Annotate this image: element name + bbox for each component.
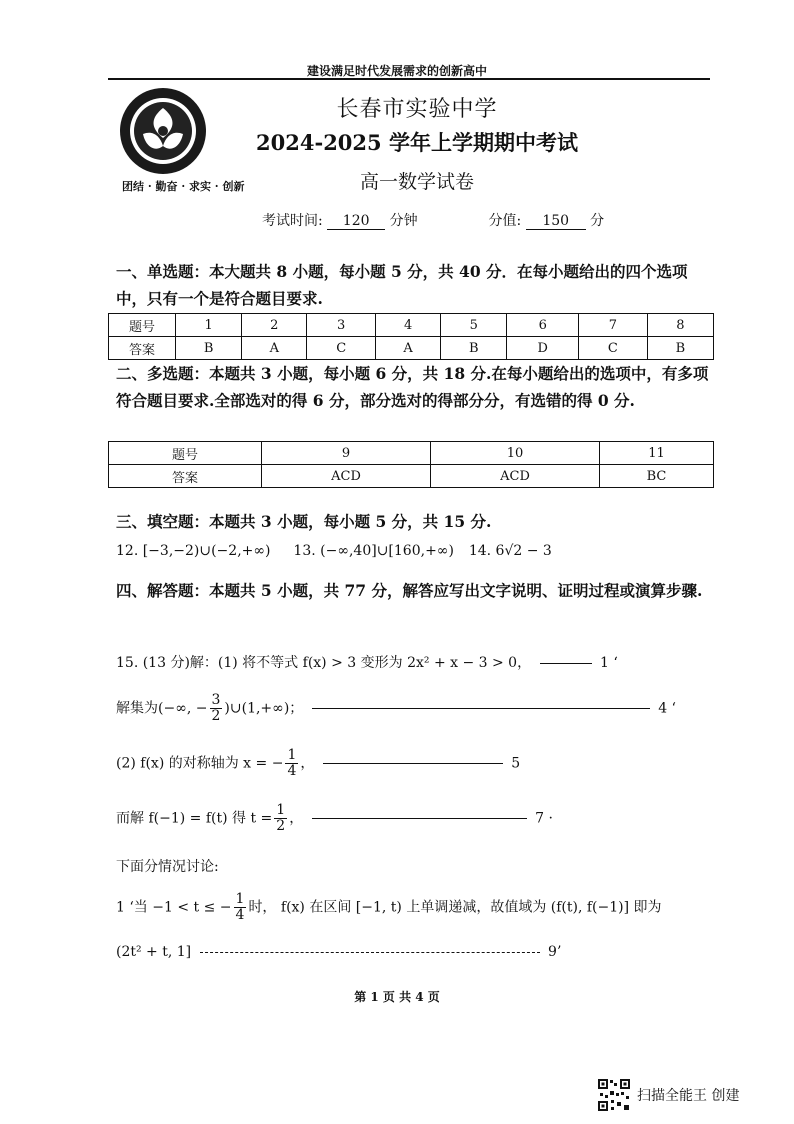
dash-leader [323, 763, 503, 764]
table-cell: D [507, 337, 579, 360]
table-cell: 5 [441, 314, 507, 337]
table-row [109, 465, 714, 488]
solution-text: 而解 f(−1) = f(t) 得 t = [116, 810, 273, 827]
solution-text: 15. (13 分)解：(1) 将不等式 f(x) > 3 变形为 2x² + x − 3 > 0， [116, 655, 532, 671]
solution-line-5: 下面分情况讨论: [116, 859, 219, 875]
answer-12: 12. [−3,−2)∪(−2,+∞) [116, 543, 271, 559]
denominator: 2 [211, 708, 221, 724]
table-cell: 10 [431, 442, 600, 465]
numerator: 3 [211, 692, 221, 708]
table-header-cell: 答案 [109, 337, 176, 360]
section-problems: 四、解答题：本题共 5 小题，共 77 分，解答应写出文字说明、证明过程或演算步骤. [116, 581, 703, 600]
table-cell: B [441, 337, 507, 360]
header-divider [108, 78, 710, 80]
numerator: 1 [276, 802, 286, 818]
table-cell: 6 [507, 314, 579, 337]
table-cell: 2 [242, 314, 307, 337]
solution-line-3 [116, 748, 520, 779]
exam-info [262, 210, 604, 230]
denominator: 4 [235, 907, 245, 923]
time-label: 考试时间: [262, 213, 323, 229]
table-cell: ACD [262, 465, 431, 488]
score-mark: 7 · [535, 810, 553, 827]
numerator: 1 [287, 747, 297, 763]
denominator: 4 [287, 763, 297, 779]
score-mark: 1 ‘ [600, 655, 618, 671]
time-value: 120 [327, 213, 385, 230]
table-header-cell: 答案 [109, 465, 262, 488]
solution-text: 解集为(−∞, − [116, 700, 208, 717]
section-fill-in: 三、填空题：本题共 3 小题，每小题 5 分，共 15 分. [116, 512, 492, 531]
score-value: 150 [526, 213, 586, 230]
solution-line-1 [116, 652, 618, 672]
table-cell: A [376, 337, 441, 360]
single-choice-answer-table [108, 313, 714, 360]
dash-leader [312, 708, 650, 709]
time-unit: 分钟 [389, 213, 418, 229]
table-cell: 7 [579, 314, 648, 337]
table-cell: 1 [176, 314, 242, 337]
solution-text: 1 ‘当 −1 < t ≤ − [116, 899, 232, 916]
solution-text: )∪(1,+∞)； [224, 700, 304, 717]
page-number: 第 1 页 共 4 页 [354, 990, 440, 1004]
school-motto: 团结 · 勤奋 · 求实 · 创新 [122, 180, 245, 193]
school-name: 长春市实验中学 [336, 97, 498, 122]
section-multiple-choice: 二、多选题：本题共 3 小题，每小题 6 分，共 18 分.在每小题给出的选项中，有多项符合题目要求.全部选对的得 6 分，部分选对的得部分分，有选错的得 0 分. [116, 364, 709, 410]
scanner-label: 扫描全能王 创建 [637, 1088, 740, 1104]
fraction [285, 748, 298, 779]
solution-text: 时， f(x) 在区间 [−1, t) 上单调递减，故值域为 (f(t), f(−1)] 即为 [248, 899, 662, 916]
table-cell: BC [600, 465, 714, 488]
table-cell: C [307, 337, 376, 360]
dash-leader [312, 818, 527, 819]
table-cell: ACD [431, 465, 600, 488]
solution-line-6 [116, 892, 662, 923]
dash-leader [200, 952, 540, 953]
table-cell: 4 [376, 314, 441, 337]
scanner-watermark [597, 1078, 739, 1112]
multiple-choice-answer-table [108, 441, 714, 488]
fraction [274, 803, 287, 834]
table-cell: A [242, 337, 307, 360]
solution-text: (2t² + t, 1] [116, 944, 192, 960]
table-cell: 8 [647, 314, 713, 337]
table-header-cell: 题号 [109, 442, 262, 465]
score-mark: 5 [511, 755, 521, 772]
fill-in-answers [116, 543, 552, 559]
solution-text: ， [289, 810, 304, 827]
solution-line-7 [116, 944, 561, 960]
numerator: 1 [235, 891, 245, 907]
table-cell: B [176, 337, 242, 360]
solution-text: (2) f(x) 的对称轴为 x = − [116, 755, 284, 772]
table-cell: 9 [262, 442, 431, 465]
fraction [234, 892, 247, 923]
exam-title: 2024-2025 学年上学期期中考试 [256, 130, 578, 155]
dash-leader [540, 663, 592, 664]
denominator: 2 [276, 818, 286, 834]
table-cell: C [579, 337, 648, 360]
table-cell: B [647, 337, 713, 360]
answer-14: 14. 6√2 − 3 [468, 543, 552, 559]
fraction [210, 693, 223, 724]
table-cell: 3 [307, 314, 376, 337]
section-single-choice: 一、单选题：本大题共 8 小题，每小题 5 分，共 40 分．在每小题给出的四个选项中，只有一个是符合题目要求. [116, 262, 688, 308]
table-row [109, 442, 714, 465]
table-row [109, 337, 714, 360]
header-motto: 建设满足时代发展需求的创新高中 [306, 64, 487, 78]
score-unit: 分 [590, 213, 605, 229]
score-label: 分值: [488, 213, 522, 229]
solution-line-4 [116, 803, 553, 834]
score-mark: 4 ‘ [658, 700, 677, 717]
score-mark: 9’ [548, 944, 562, 960]
solution-line-2 [116, 693, 676, 724]
solution-text: ， [300, 755, 315, 772]
exam-subject: 高一数学试卷 [359, 171, 474, 193]
table-header-cell: 题号 [109, 314, 176, 337]
answer-13: 13. (−∞,40]∪[160,+∞) [293, 543, 454, 559]
table-cell: 11 [600, 442, 714, 465]
table-row [109, 314, 714, 337]
qr-code-icon [597, 1078, 631, 1112]
